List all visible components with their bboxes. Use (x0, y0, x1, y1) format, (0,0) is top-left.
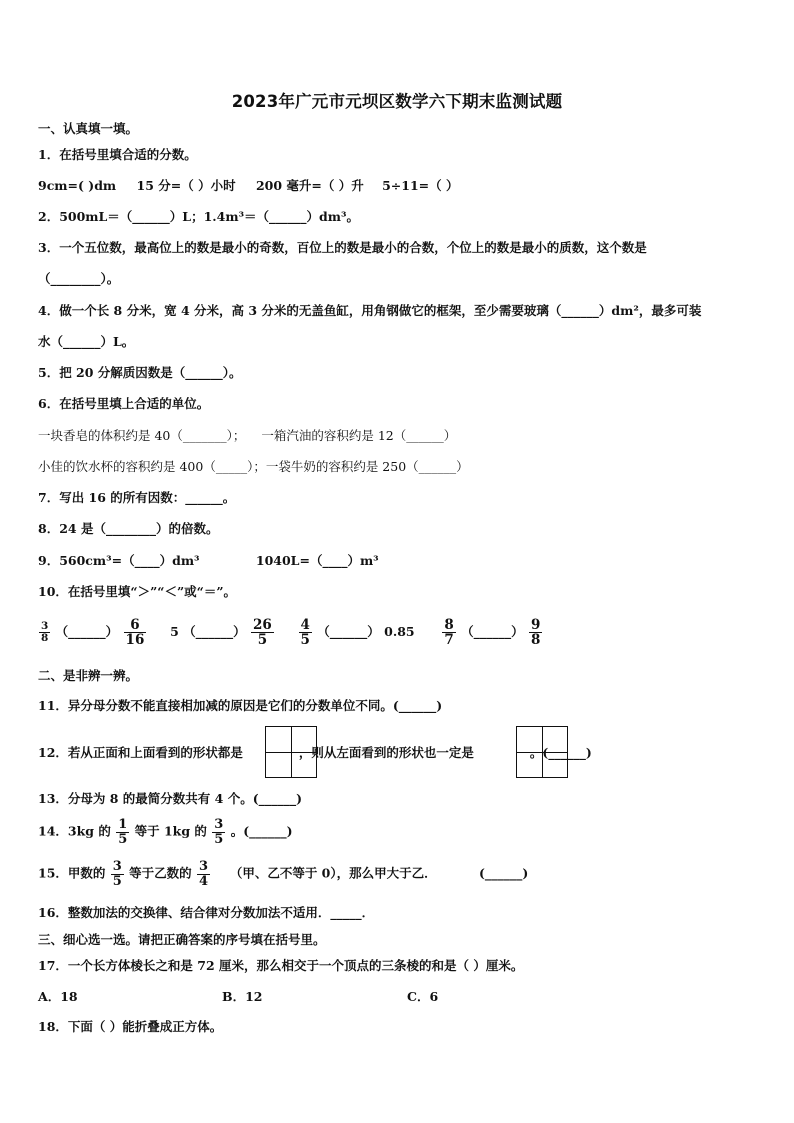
q15-fraction-1: $\frac{3}{5}$ (112, 859, 122, 889)
q15-d: (______) (478, 865, 529, 881)
q15-fraction-2: $\frac{3}{4}$ (199, 859, 209, 889)
q6-line1 (38, 427, 456, 445)
q10-decimal: 0.85 (384, 624, 415, 640)
q10-fraction-6-16: $\frac{6}{16}$ (125, 617, 145, 649)
q15-b: 等于乙数的 (129, 865, 192, 881)
q4-line2: 水（______）L。 (38, 334, 135, 349)
q1-d: 5÷11=（ ） (382, 178, 459, 193)
q1-c: 200 毫升=（ ）升 (255, 178, 364, 193)
q6-b: 一箱汽油的容积约是 12（______） (261, 428, 457, 443)
q17-option-a: A．18 (38, 989, 78, 1004)
q12-c: 。(______) (529, 745, 592, 760)
q4-line1: 4．做一个长 8 分米，宽 4 分米，高 3 分米的无盖鱼缸，用角钢做它的框架，至少需要玻璃（______）dm²，最多可装 (38, 303, 702, 318)
q14-b: 等于 1kg 的 (134, 823, 207, 839)
q10-blank-4: （______） (461, 624, 524, 640)
q14-line (38, 818, 293, 846)
section-1-heading: 一、认真填一填。 (38, 121, 139, 136)
q18-stem: 18．下面（ ）能折叠成正方体。 (38, 1019, 223, 1034)
q15-a: 15．甲数的 (38, 865, 106, 881)
q10-comparisons (38, 618, 543, 647)
q9-b: 1040L=（____）m³ (255, 553, 379, 568)
q10-blank-2: （______） (183, 624, 246, 640)
page-title: 2023年广元市元坝区数学六下期末监测试题 (231, 92, 563, 111)
q10-fraction-26-5: $\frac{26}{5}$ (253, 617, 272, 649)
q16: 16．整数加法的交换律、结合律对分数加法不适用．_____． (38, 905, 375, 920)
q13: 13．分母为 8 的最简分数共有 4 个。(______) (38, 791, 303, 806)
q6-stem: 6．在括号里填上合适的单位。 (38, 396, 210, 411)
q1-a: 9cm=( )dm (38, 178, 117, 193)
q17-option-c: C．6 (407, 989, 439, 1004)
q15-c: （甲、乙不等于 0），那么甲大于乙． (229, 865, 437, 881)
q12-grid-figure-1 (265, 726, 317, 778)
q12-grid-figure-2 (516, 726, 568, 778)
q1-b: 15 分=（ ）小时 (136, 178, 236, 193)
q5: 5．把 20 分解质因数是（______）。 (38, 365, 242, 380)
q6-c: 小佳的饮水杯的容积约是 400（_____）；一袋牛奶的容积约是 250（______） (38, 459, 469, 474)
section-3-heading: 三、细心选一选。请把正确答案的序号填在括号里。 (38, 932, 326, 947)
q10-stem: 10．在括号里填“＞”“＜”或“＝”。 (38, 584, 237, 599)
q12-b: ，则从左面看到的形状也一定是 (298, 745, 474, 760)
q8: 8．24 是（________）的倍数。 (38, 521, 219, 536)
section-2-heading: 二、是非辨一辨。 (38, 668, 139, 683)
q10-blank-3: （______） (317, 624, 380, 640)
q14-c: 。(______) (230, 823, 293, 839)
q9-line (38, 552, 379, 570)
q1-items (38, 177, 459, 195)
q17-stem: 17．一个长方体棱长之和是 72 厘米，那么相交于一个顶点的三条棱的和是（ ）厘米。 (38, 958, 524, 973)
q14-fraction-1: $\frac{1}{5}$ (118, 817, 128, 847)
q11: 11．异分母分数不能直接相加减的原因是它们的分数单位不同。(______) (38, 698, 443, 713)
q6-a: 一块香皂的体积约是 40（_______）； (38, 428, 246, 443)
q10-fraction-8-7: $\frac{8}{7}$ (444, 617, 454, 649)
q10-whole-5: 5 (170, 624, 179, 640)
q7: 7．写出 16 的所有因数：______。 (38, 490, 236, 505)
q10-fraction-9-8: $\frac{9}{8}$ (530, 617, 541, 649)
q17-option-b: B．12 (222, 989, 263, 1004)
q12-a: 12．若从正面和上面看到的形状都是 (38, 745, 243, 760)
q15-line (38, 860, 528, 888)
q1-stem: 1．在括号里填合适的分数。 (38, 147, 197, 162)
q14-a: 14．3kg 的 (38, 823, 111, 839)
q3-line2: （________）。 (38, 271, 120, 286)
q10-fraction-4-5: $\frac{4}{5}$ (300, 617, 310, 649)
q2: 2．500mL＝（______）L；1.4m³＝（______）dm³。 (38, 209, 359, 224)
q3-line1: 3．一个五位数，最高位上的数是最小的奇数，百位上的数是最小的合数，个位上的数是最小的质数，这个数是 (38, 240, 647, 255)
q10-blank-1: （______） (55, 624, 119, 640)
q14-fraction-2: $\frac{3}{5}$ (214, 817, 224, 847)
q10-fraction-3-8: $\frac{3}{8}$ (41, 620, 49, 645)
q9-a: 9．560cm³=（____）dm³ (38, 553, 200, 568)
